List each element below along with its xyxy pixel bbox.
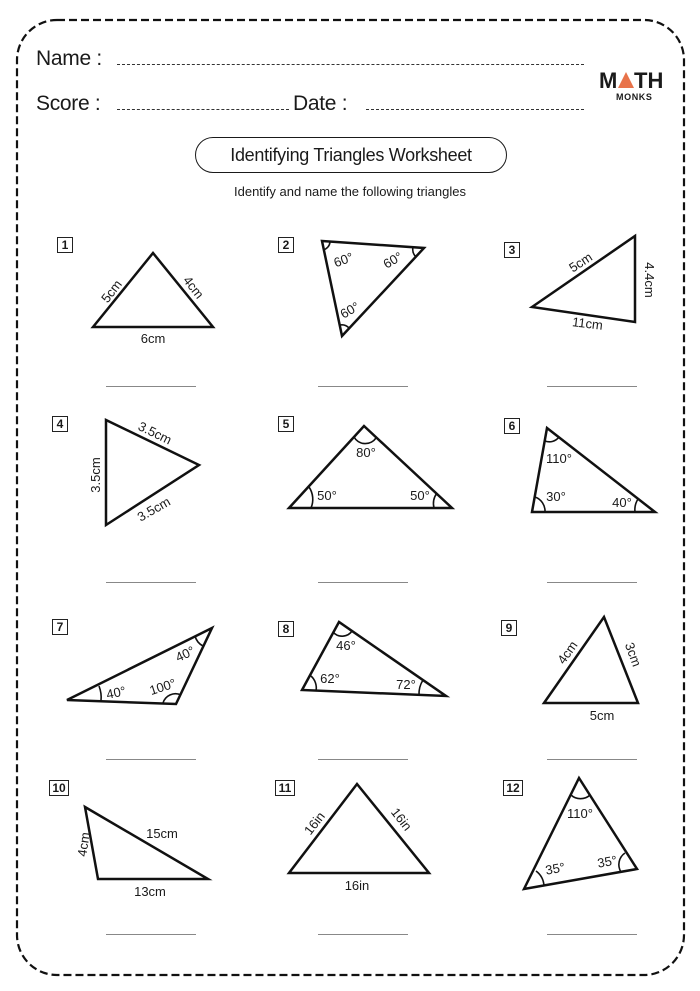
svg-text:46°: 46° — [336, 638, 356, 653]
svg-text:3.5cm: 3.5cm — [88, 457, 103, 493]
problem-number-12: 12 — [503, 780, 523, 796]
svg-text:16in: 16in — [388, 804, 416, 834]
problem-number-1: 1 — [57, 237, 73, 253]
name-label: Name : — [36, 47, 102, 70]
svg-text:15cm: 15cm — [146, 826, 178, 841]
svg-text:40°: 40° — [173, 642, 198, 665]
svg-text:5cm: 5cm — [97, 276, 125, 306]
svg-text:3.5cm: 3.5cm — [135, 418, 175, 448]
svg-text:30°: 30° — [546, 489, 566, 504]
problem-number-2: 2 — [278, 237, 294, 253]
svg-text:35°: 35° — [596, 852, 619, 871]
worksheet-title: Identifying Triangles Worksheet — [195, 137, 507, 173]
svg-text:MONKS: MONKS — [616, 92, 653, 102]
svg-text:60°: 60° — [331, 249, 356, 271]
problem-number-8: 8 — [278, 621, 294, 637]
score-label: Score : — [36, 92, 101, 115]
problem-number-6: 6 — [504, 418, 520, 434]
svg-text:5cm: 5cm — [589, 708, 615, 723]
svg-text:100°: 100° — [147, 675, 178, 699]
date-label: Date : — [293, 92, 348, 115]
svg-text:5cm: 5cm — [566, 249, 595, 276]
svg-text:50°: 50° — [410, 488, 430, 503]
svg-text:3cm: 3cm — [621, 640, 645, 669]
svg-text:4.4cm: 4.4cm — [642, 262, 657, 298]
svg-text:60°: 60° — [337, 298, 363, 322]
problem-number-4: 4 — [52, 416, 68, 432]
svg-text:50°: 50° — [317, 488, 337, 503]
svg-text:4cm: 4cm — [554, 638, 581, 667]
problem-number-9: 9 — [501, 620, 517, 636]
problem-number-3: 3 — [504, 242, 520, 258]
svg-text:35°: 35° — [544, 859, 567, 878]
svg-text:4cm: 4cm — [180, 272, 208, 302]
svg-text:3.5cm: 3.5cm — [134, 493, 173, 525]
problem-number-11: 11 — [275, 780, 295, 796]
svg-text:13cm: 13cm — [134, 884, 166, 899]
problem-number-10: 10 — [49, 780, 69, 796]
svg-text:40°: 40° — [104, 683, 128, 702]
problem-number-7: 7 — [52, 619, 68, 635]
svg-text:16in: 16in — [300, 808, 328, 838]
svg-text:62°: 62° — [320, 671, 340, 686]
svg-text:40°: 40° — [612, 495, 632, 510]
svg-text:4cm: 4cm — [74, 831, 93, 858]
svg-text:110°: 110° — [546, 451, 572, 466]
svg-text:16in: 16in — [344, 878, 370, 893]
svg-text:110°: 110° — [567, 806, 593, 821]
svg-text:6cm: 6cm — [140, 331, 166, 346]
answer-line-12[interactable] — [547, 934, 637, 935]
problem-number-5: 5 — [278, 416, 294, 432]
worksheet-instructions: Identify and name the following triangles — [234, 184, 466, 199]
svg-text:11cm: 11cm — [571, 314, 604, 333]
svg-text:TH: TH — [634, 68, 664, 93]
svg-text:72°: 72° — [396, 677, 416, 692]
svg-text:80°: 80° — [356, 445, 376, 460]
svg-text:M: M — [599, 68, 618, 93]
svg-text:60°: 60° — [380, 248, 406, 272]
